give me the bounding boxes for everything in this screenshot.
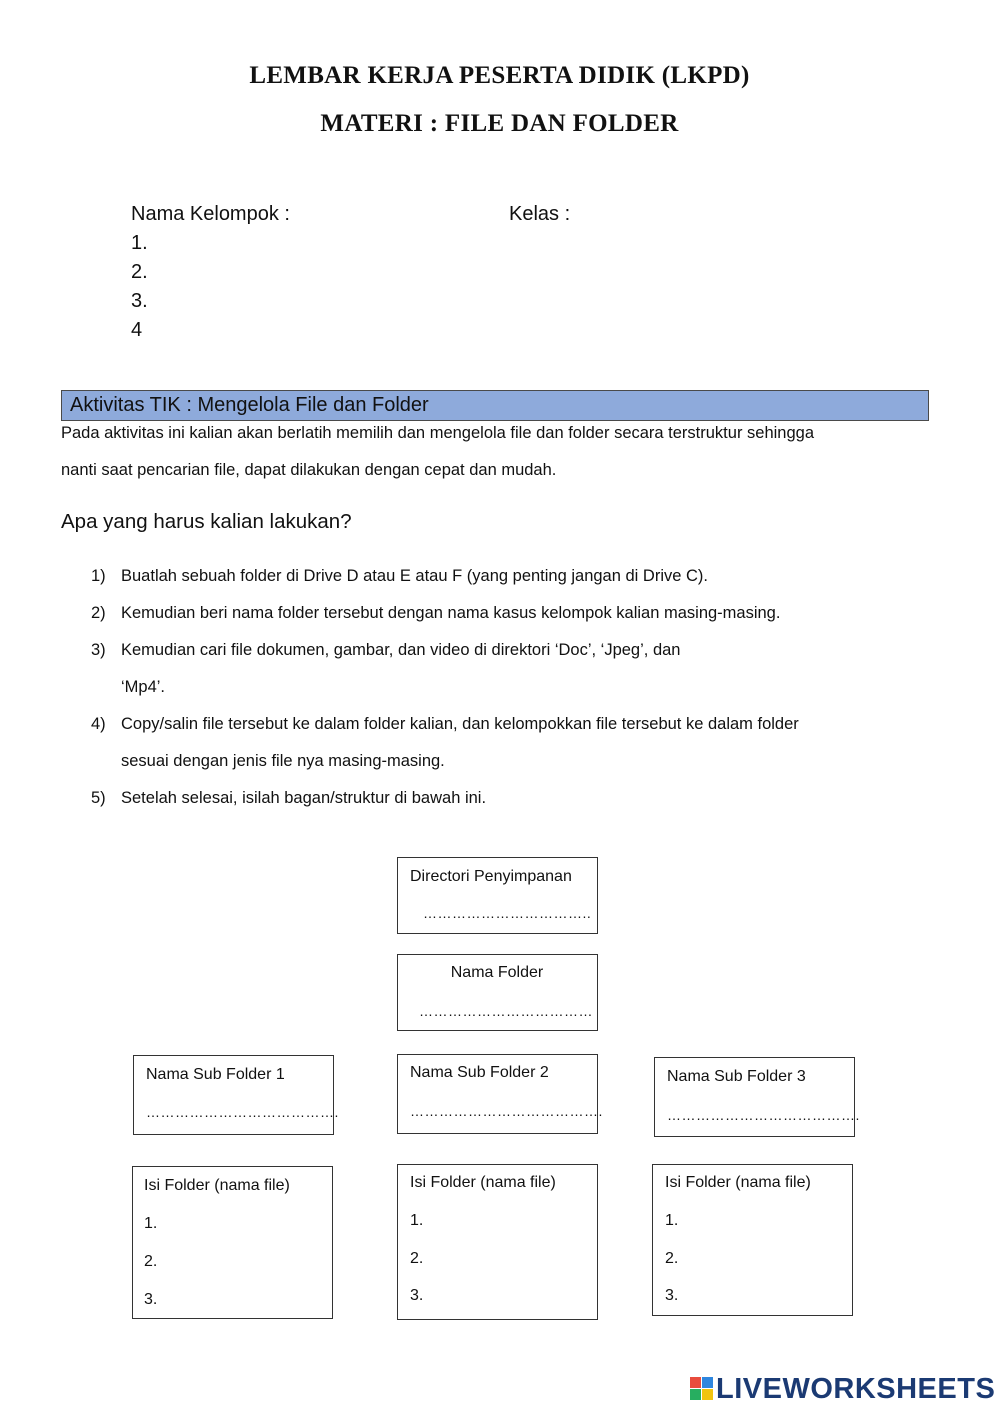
task-text: Setelah selesai, isilah bagan/struktur di bawah ini. — [121, 789, 487, 807]
task-text: Kemudian cari file dokumen, gambar, dan video di direktori ‘Doc’, ‘Jpeg’, dan — [121, 641, 681, 659]
task-text: Buatlah sebuah folder di Drive D atau E atau F (yang penting jangan di Drive C). — [121, 567, 708, 585]
storage-directory-box — [397, 857, 598, 934]
fill-in-blank[interactable]: …………………………….. — [423, 905, 592, 921]
fill-in-blank[interactable]: …………………………………. — [146, 1104, 339, 1120]
task-number: 2) — [91, 604, 106, 622]
task-continuation: sesuai dengan jenis file nya masing-masing. — [121, 752, 445, 770]
subfolder-3-box — [654, 1057, 860, 1137]
activity-banner — [61, 390, 929, 421]
folder-contents-1-box — [132, 1166, 333, 1319]
task-text: Kemudian beri nama folder tersebut dengan nama kasus kelompok kalian masing-masing. — [121, 604, 781, 622]
task-continuation: ‘Mp4’. — [121, 678, 166, 696]
page-subtitle: MATERI : FILE DAN FOLDER — [320, 110, 679, 137]
fill-in-blank[interactable]: ……………………………… — [419, 1003, 593, 1019]
page-title: LEMBAR KERJA PESERTA DIDIK (LKPD) — [249, 62, 750, 89]
subfolder-1-box — [133, 1055, 339, 1135]
box-label: Nama Sub Folder 2 — [410, 1064, 549, 1081]
liveworksheets-logo-text: LIVEWORKSHEETS — [716, 1372, 996, 1405]
file-entry[interactable]: 1. — [410, 1212, 424, 1229]
task-item — [91, 715, 799, 734]
file-entry[interactable]: 1. — [144, 1215, 158, 1232]
task-item — [91, 641, 680, 660]
file-entry[interactable]: 3. — [410, 1287, 424, 1304]
liveworksheets-logo — [690, 1373, 995, 1405]
fill-in-blank[interactable]: …………………………………. — [667, 1107, 860, 1123]
file-entry[interactable]: 3. — [665, 1287, 679, 1304]
box-label: Nama Sub Folder 3 — [667, 1068, 806, 1085]
class-label: Kelas : — [509, 203, 571, 225]
liveworksheets-logo-icon — [690, 1377, 714, 1401]
file-entry[interactable]: 2. — [665, 1250, 679, 1267]
tasks-heading: Apa yang harus kalian lakukan? — [61, 510, 352, 533]
subfolder-2-box — [397, 1054, 603, 1134]
group-name-label: Nama Kelompok : — [131, 203, 290, 225]
box-label: Nama Folder — [450, 964, 544, 981]
file-entry[interactable]: 2. — [144, 1253, 158, 1270]
activity-banner-text: Aktivitas TIK : Mengelola File dan Folder — [70, 394, 429, 416]
task-item — [91, 789, 486, 808]
file-entry[interactable]: 3. — [144, 1291, 158, 1308]
task-item — [91, 567, 708, 586]
task-text: Copy/salin file tersebut ke dalam folder kalian, dan kelompokkan file tersebut ke dalam folder — [121, 715, 799, 733]
task-number: 5) — [91, 789, 106, 807]
box-label: Nama Sub Folder 1 — [146, 1066, 285, 1083]
fill-in-blank[interactable]: …………………………………. — [410, 1103, 603, 1119]
box-label: Isi Folder (nama file) — [144, 1177, 290, 1194]
task-number: 1) — [91, 567, 106, 585]
intro-line: Pada aktivitas ini kalian akan berlatih memilih dan mengelola file dan folder secara terstruktur sehingga — [61, 424, 814, 442]
member-number: 4 — [131, 319, 143, 341]
intro-line: nanti saat pencarian file, dapat dilakukan dengan cepat dan mudah. — [61, 461, 557, 479]
folder-name-box — [397, 954, 598, 1031]
member-number: 1. — [131, 232, 148, 254]
member-number: 2. — [131, 261, 148, 283]
task-number: 4) — [91, 715, 106, 733]
file-entry[interactable]: 1. — [665, 1212, 679, 1229]
folder-contents-3-box — [652, 1164, 853, 1316]
folder-contents-2-box — [397, 1164, 598, 1320]
box-label: Directori Penyimpanan — [410, 868, 572, 885]
task-item — [91, 604, 780, 623]
box-label: Isi Folder (nama file) — [410, 1174, 556, 1191]
member-number: 3. — [131, 290, 148, 312]
box-label: Isi Folder (nama file) — [665, 1174, 811, 1191]
task-number: 3) — [91, 641, 106, 659]
file-entry[interactable]: 2. — [410, 1250, 424, 1267]
